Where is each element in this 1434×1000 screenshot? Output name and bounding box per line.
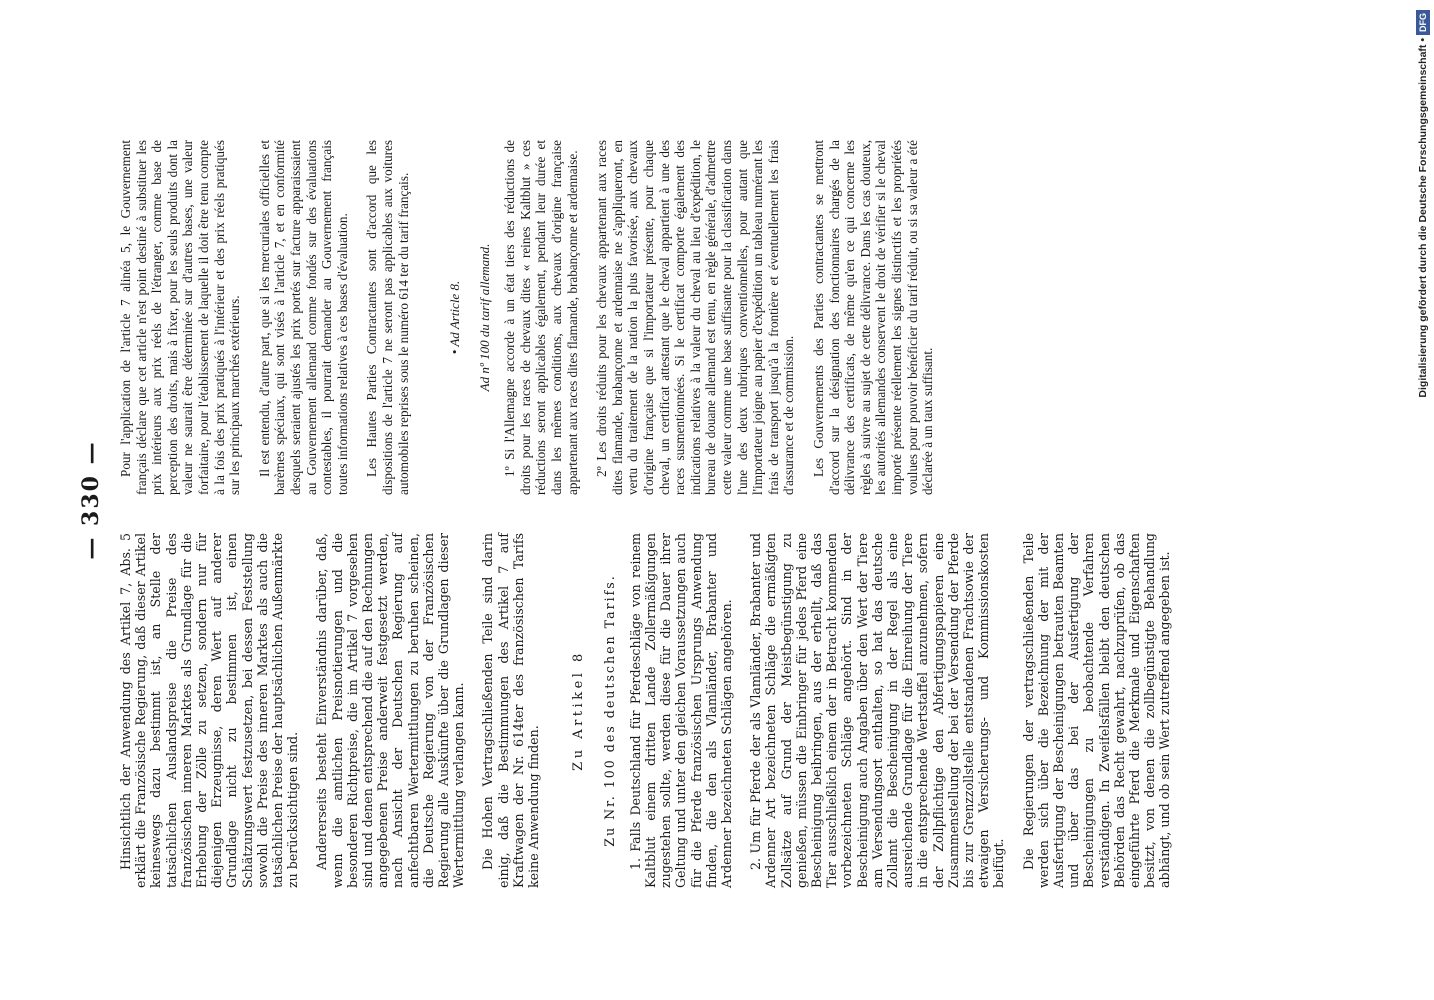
french-paragraph-2: Il est entendu, d'autre part, que si les mercuriales officielles et barèmes spéciaux, qui sont visés à l'article 7, et en conformité desquels seraient ajustés les prix portés sur facture apparaissaient au Gouvernement allemand comme fondés sur des évaluations contestables, il pourrait demander au Gouvernement français toutes informations relatives à ces bases d'évaluation. [256, 140, 350, 495]
german-paragraph-6: Die Regierungen der vertragschließenden Teile werden sich über die Bezeichnung der mit der Ausfertigung der Bescheinigungen betrauten Beamten und über das bei der Ausfertigung der Bescheinigungen zu beobachtende Verfahren verständigen. In Zweifelsfällen bleibt den deutschen Behörden das Recht gewahrt, nachzuprüfen, ob das eingeführte Pferd die Merkmale und Eigenschaften besitzt, von denen die zollbegünstigte Behandlung abhängt, und ob sein Wert zutreffend angegeben ist. [1020, 533, 1173, 888]
french-tariff-heading: Ad nº 100 du tarif allemand. [476, 243, 492, 392]
digitization-credit [1416, 10, 1430, 990]
page-number: — 330 — [78, 440, 104, 560]
german-paragraph-5: 2. Um für Pferde der als Vlamländer, Brabanter und Ardenner Art bezeichneten Schläge die ermäßigten Zollsätze auf Grund der Meistbegünstigung zu genießen, müssen die Einbringer für jedes Pferd eine Bescheinigung beibringen, aus der erhellt, daß das Tier ausschließlich einem der in Betracht kommenden vorbezeichneten Schläge angehört. Sind in der Bescheinigung auch Angaben über den Wert der Tiere am Versendungsort enthalten, so hat das deutsche Zollamt die Bescheinigung in der Regel als eine ausreichende Grundlage für die Einreihung der Tiere in die entsprechende Wertstaffel anzunehmen, sofern der Zollpflichtige den Abfertigungspapieren eine Zusammenstellung der bei der Versendung der Pferde bis zur Grenzzollstelle entstandenen Frachtsowie der etwaigen Versicherungs- und Kommissionskosten beifügt. [748, 533, 1007, 888]
french-article-heading: • Ad Article 8. [447, 280, 463, 355]
french-paragraph-6: Les Gouvernements des Parties contractantes se mettront d'accord sur la désignation des fonctionnaires chargés de la délivrance des certificats, de même qu'en ce qui concerne les règles à suivre au sujet de cette délivrance. Dans les cas douteux, les autorités allemandes conservent le droit de vérifier si le cheval importé présente réellement les signes distinctifs et les propriétés voulues pour pouvoir bénéficier du tarif réduit, ou si sa valeur a été déclarée à un taux suffisant. [810, 140, 936, 495]
french-paragraph-1: Pour l'application de l'article 7 alinéa 5, le Gouvernement français déclare que cet article n'est point destiné à substituer les prix intérieurs aux prix réels de l'étranger, comme base de perception des droits, mais à fixer, pour les seuls produits dont la valeur ne saurait être déterminée sur d'autres bases, une valeur forfaitaire, pour l'établissement de laquelle il doit être tenu compte à la fois des prix pratiqués à l'intérieur et des prix réels pratiqués sur les principaux marchés extérieurs. [118, 140, 243, 495]
french-paragraph-4: 1º Si l'Allemagne accorde à un état tiers des réductions de droits pour les races de chevaux dites « reines Kaltblut » ces réductions seront applicables également, pendant leur durée et dans les mêmes conditions, aux chevaux d'origine française appartenant aux races dites flamande, brabançonne et ardennaise. [502, 140, 580, 495]
dfg-logo: DFG [1416, 10, 1430, 35]
credit-text: Digitalisierung gefördert durch die Deutsche Forschungsgemeinschaft • [1417, 38, 1429, 398]
german-tariff-heading: Zu Nr. 100 des deutschen Tarifs. [602, 574, 618, 847]
german-paragraph-2: Andererseits besteht Einverständnis darüber, daß, wenn die amtlichen Preisnotierungen und die besonderen Richtpreise, die im Artikel 7 vorgesehen sind und denen entsprechend die auf den Rechnungen angegebenen Preise anderweit festgesetzt werden, nach Ansicht der Deutschen Regierung auf anfechtbaren Wertermittlungen zu beruhen scheinen, die Deutsche Regierung von der Französischen Regierung alle Auskünfte über die Grundlagen dieser Wertermittlung verlangen kann. [314, 533, 467, 888]
german-article-heading: Zu Artikel 8 [571, 650, 587, 771]
german-paragraph-1: Hinsichtlich der Anwendung des Artikel 7, Abs. 5 erklärt die Französische Regierung, daß dieser Artikel keineswegs dazu bestimmt ist, an Stelle der tatsächlichen Auslandspreise die Preise des französischen inneren Marktes als Grundlage für die Erhebung der Zölle zu setzen, sondern nur für diejenigen Erzeugnisse, deren Wert auf anderer Grundlage nicht zu bestimmen ist, einen Schätzungswert festzusetzen, bei dessen Feststellung sowohl die Preise des inneren Marktes als auch die tatsächlichen Preise der hauptsächlichen Außenmärkte zu berücksichtigen sind. [118, 533, 301, 888]
french-column [118, 140, 950, 495]
french-paragraph-5: 2º Les droits réduits pour les chevaux appartenant aux races dites flamande, brabançonne et ardennaise ne s'appliqueront, en vertu du traitement de la nation la plus favorisée, aux chevaux d'origine française que si l'importateur présente, pour chaque cheval, un certificat attestant que le cheval appartient à une des races susmentionnées. Si le certificat comporte également des indications relatives à la valeur du cheval au lieu d'expédition, le bureau de douane allemand est tenu, en règle générale, d'admettre cette valeur comme une base suffisante pour la classification dans l'une des deux rubriques conventionnelles, pour autant que l'importateur joigne au papier d'expédition un tableau numérant les frais de transport jusqu'à la frontière et éventuellement les frais d'assurance et de commission. [594, 140, 797, 495]
german-paragraph-4: 1. Falls Deutschland für Pferdeschläge von reinem Kaltblut einem dritten Lande Zollermäßigungen zugestehen sollte, werden diese für die Dauer ihrer Geltung und unter den gleichen Voraussetzungen auch für die Pferde französischen Ursprungs Anwendung finden, die den als Vlamländer, Brabanter und Ardenner bezeichneten Schlägen angehören. [627, 533, 734, 888]
german-paragraph-3: Die Hohen Vertragschließenden Teile sind darin einig, daß die Bestimmungen des Artikel 7 auf Kraftwagen der Nr. 614ter des französischen Tarifs keine Anwendung finden. [480, 533, 542, 888]
french-paragraph-3: Les Hautes Parties Contractantes sont d'accord que les dispositions de l'article 7 ne seront pas applicables aux voitures automobiles reprises sous le numéro 614 ter du tarif français. [364, 140, 411, 495]
german-column [118, 533, 1187, 888]
